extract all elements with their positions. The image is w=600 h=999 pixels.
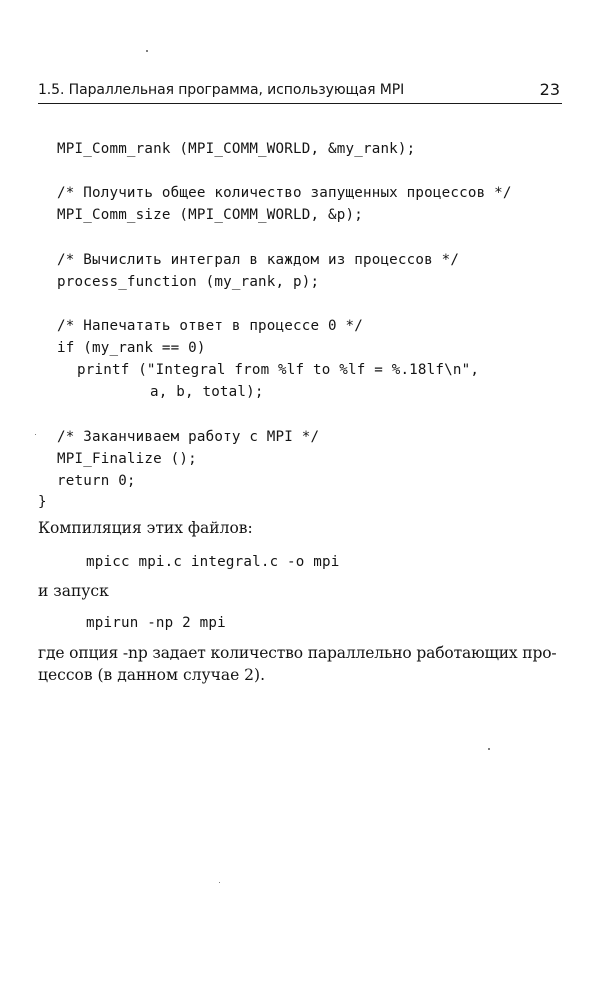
scan-speck [219,882,220,883]
code-comment: /* Вычислить интеграл в каждом из процессов */ [57,252,460,268]
code-line: printf ("Integral from %lf to %lf = %.18lf\n", [77,362,480,378]
code-comment: /* Заканчиваем работу с MPI */ [57,429,320,445]
run-intro: и запуск [38,582,109,600]
code-closing-brace: } [38,494,47,510]
compile-command: mpicc mpi.c integral.c -o mpi [86,554,340,570]
code-comment: /* Напечатать ответ в процессе 0 */ [57,318,363,334]
section-title: 1.5. Параллельная программа, использующая MPI [38,82,405,98]
page-number: 23 [539,80,560,99]
header-rule [38,103,562,104]
code-line: MPI_Comm_size (MPI_COMM_WORLD, &p); [57,207,363,223]
code-line: return 0; [57,473,136,489]
scan-speck [146,50,148,52]
run-command: mpirun -np 2 mpi [86,615,226,631]
code-line: MPI_Finalize (); [57,451,197,467]
running-header [38,80,562,104]
scan-speck [488,748,490,750]
code-line: MPI_Comm_rank (MPI_COMM_WORLD, &my_rank); [57,141,416,157]
explanation-line: цессов (в данном случае 2). [38,666,266,684]
code-comment: /* Получить общее количество запущенных процессов */ [57,185,512,201]
code-line: process_function (my_rank, p); [57,274,320,290]
code-line: a, b, total); [150,384,264,400]
scan-speck [35,434,36,435]
code-line: if (my_rank == 0) [57,340,206,356]
explanation-line: где опция -np задает количество параллельно работающих про- [38,644,557,662]
compile-intro: Компиляция этих файлов: [38,519,253,537]
